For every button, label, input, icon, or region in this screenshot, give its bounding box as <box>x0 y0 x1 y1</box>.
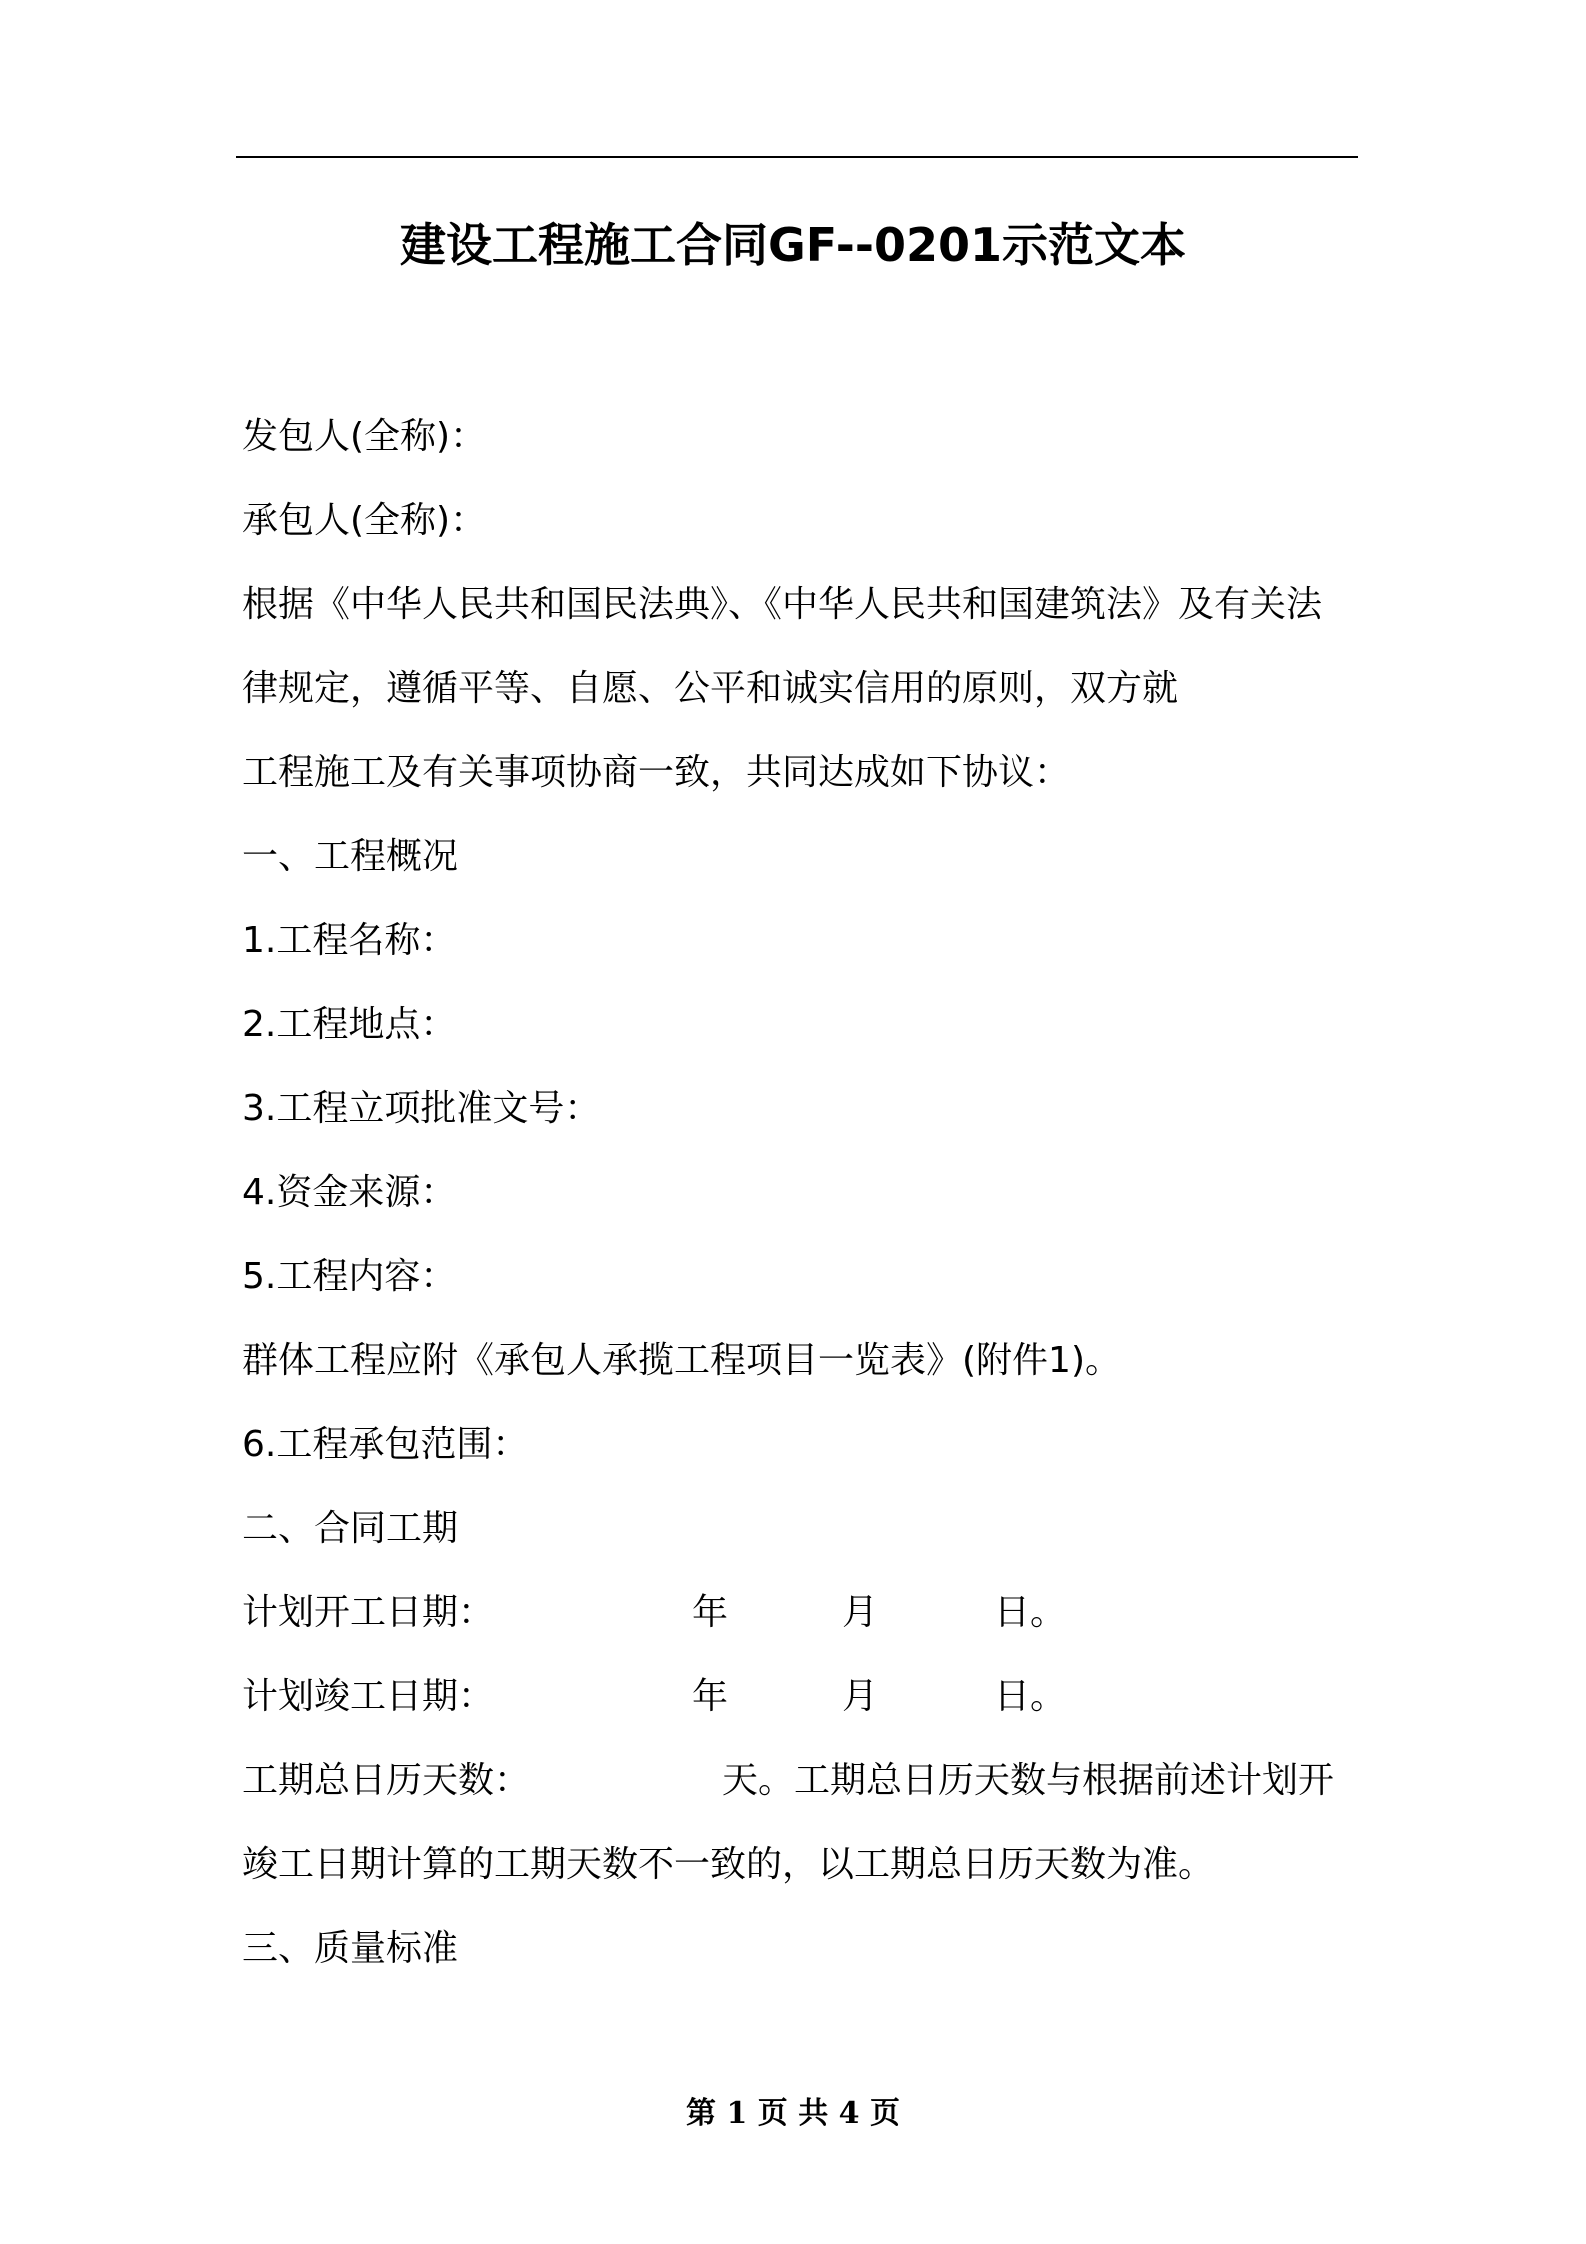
group-project-note: 群体工程应附《承包人承揽工程项目一览表》(附件1)。 <box>242 1340 1121 1381</box>
planned-start-year: 年 <box>692 1592 729 1633</box>
item-funding-source: 4.资金来源： <box>242 1172 457 1213</box>
planned-start-label: 计划开工日期： <box>242 1592 495 1633</box>
preamble-line-2: 律规定，遵循平等、自愿、公平和诚实信用的原则，双方就 <box>242 668 1179 709</box>
planned-finish-year: 年 <box>692 1676 729 1717</box>
preamble-line-3: 工程施工及有关事项协商一致，共同达成如下协议： <box>242 752 1071 793</box>
planned-start-day: 日。 <box>994 1592 1067 1633</box>
planned-finish-label: 计划竣工日期： <box>242 1676 495 1717</box>
item-project-location: 2.工程地点： <box>242 1004 457 1045</box>
duration-note-line-2: 竣工日期计算的工期天数不一致的，以工期总日历天数为准。 <box>242 1844 1215 1885</box>
section-1-heading: 一、工程概况 <box>242 836 459 877</box>
planned-finish-month: 月 <box>842 1676 879 1717</box>
header-rule <box>236 156 1358 158</box>
item-project-content: 5.工程内容： <box>242 1256 457 1297</box>
preamble-line-1: 根据《中华人民共和国民法典》、《中华人民共和国建筑法》及有关法 <box>242 584 1323 625</box>
section-3-heading: 三、质量标准 <box>242 1928 459 1969</box>
contractor-label: 承包人(全称)： <box>242 500 487 541</box>
page-number-footer: 第 1 页 共 4 页 <box>686 2096 900 2131</box>
item-approval-number: 3.工程立项批准文号： <box>242 1088 601 1129</box>
duration-note-line-1: 天。工期总日历天数与根据前述计划开 <box>722 1760 1335 1801</box>
document-title: 建设工程施工合同GF--0201示范文本 <box>400 218 1186 272</box>
employer-label: 发包人(全称)： <box>242 416 487 457</box>
section-2-heading: 二、合同工期 <box>242 1508 459 1549</box>
item-project-name: 1.工程名称： <box>242 920 457 961</box>
item-contract-scope: 6.工程承包范围： <box>242 1424 529 1465</box>
planned-finish-day: 日。 <box>994 1676 1067 1717</box>
planned-start-month: 月 <box>842 1592 879 1633</box>
duration-label: 工期总日历天数： <box>242 1760 531 1801</box>
